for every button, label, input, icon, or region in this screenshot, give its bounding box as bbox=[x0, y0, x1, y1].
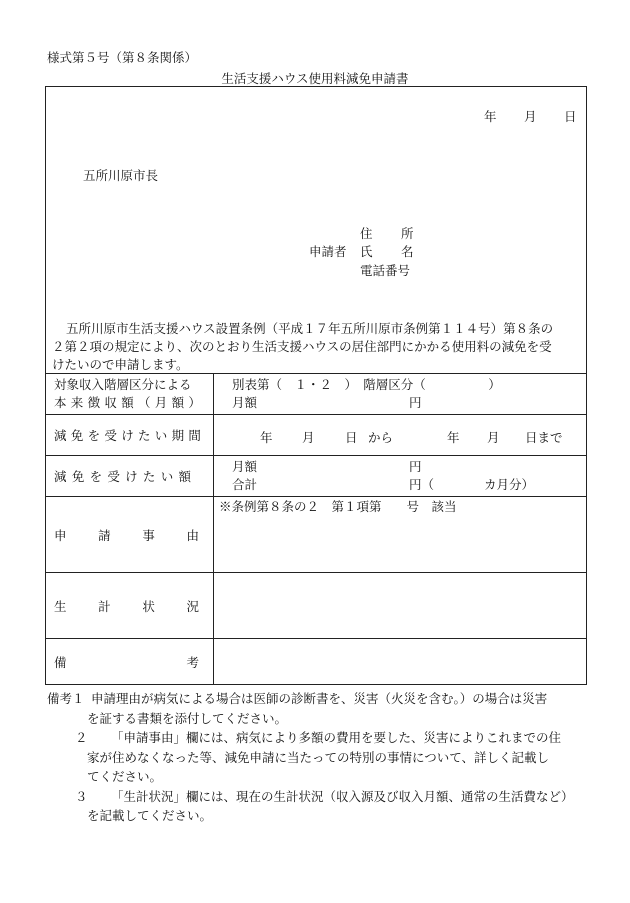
period-from-label: から bbox=[368, 430, 394, 445]
address-label-1: 住 bbox=[360, 226, 373, 241]
body-line-3: けたいので申請します。 bbox=[52, 357, 189, 372]
label-char: 額 bbox=[121, 395, 134, 410]
base-fee-label-cell bbox=[46, 374, 214, 415]
label-char: 由 bbox=[186, 527, 199, 543]
table-row bbox=[46, 415, 587, 456]
exemption-period-label-cell bbox=[46, 415, 214, 456]
note-2 bbox=[47, 728, 592, 748]
label-char: 月 bbox=[154, 395, 168, 410]
label-char: 間 bbox=[188, 428, 201, 443]
name-label-1: 氏 bbox=[360, 244, 373, 259]
label-char: ） bbox=[188, 395, 201, 410]
label-char: い bbox=[160, 469, 174, 484]
note-2-number: ２ bbox=[75, 730, 88, 745]
label-char: 額 bbox=[171, 395, 185, 410]
application-table bbox=[45, 373, 587, 685]
note-1-line-1: 申請理由が病気による場合は医師の診断書を、災害（火災を含む。）の場合は災害 bbox=[91, 691, 548, 706]
monthly-base-unit: 円 bbox=[409, 395, 422, 410]
bracket-classification: 別表第（ １・２ ） 階層区分（ ） bbox=[232, 377, 501, 392]
addressee: 五所川原市長 bbox=[83, 168, 159, 183]
monthly-base-label: 月額 bbox=[232, 395, 258, 410]
label-char: 減 bbox=[54, 428, 67, 443]
ordinance-clause-note: ※条例第８条の２ 第１項第 号 該当 bbox=[219, 499, 457, 514]
period-from-day: 日 bbox=[345, 430, 358, 445]
label-char: 本 bbox=[54, 395, 67, 410]
address-label-2: 所 bbox=[401, 226, 414, 241]
period-from-year: 年 bbox=[260, 430, 273, 445]
note-2-line-2: 家が住めなくなった等、減免申請に当たっての特別の事情について、詳しく記載し bbox=[87, 749, 550, 765]
name-label-2: 名 bbox=[401, 244, 414, 259]
base-fee-value-cell[interactable] bbox=[214, 374, 587, 415]
exempt-monthly-label: 月額 bbox=[232, 459, 258, 474]
application-letter-box bbox=[45, 86, 587, 373]
label-char: 来 bbox=[70, 395, 84, 410]
note-3-line-2: を記載してください。 bbox=[87, 808, 213, 823]
label-char: 徴 bbox=[87, 395, 101, 410]
period-to-month: 月 bbox=[487, 430, 500, 445]
label-char: 考 bbox=[186, 654, 199, 670]
label-char: を bbox=[89, 469, 103, 484]
note-3 bbox=[47, 787, 592, 807]
exemption-amount-value-cell[interactable] bbox=[214, 456, 587, 497]
label-char: 請 bbox=[98, 527, 111, 543]
label-char: た bbox=[142, 469, 156, 484]
label-char: 収 bbox=[104, 395, 117, 410]
date-year-label: 年 bbox=[484, 109, 497, 124]
label-char: 免 bbox=[71, 469, 85, 484]
applicant-label: 申請者 bbox=[309, 244, 347, 259]
note-1-number: 備考１ bbox=[47, 691, 85, 706]
note-3-line-1: 「生計状況」欄には、現在の生計状況（収入源及び収入月額、通常の生活費など） bbox=[111, 788, 574, 804]
form-title: 生活支援ハウス使用料減免申請書 bbox=[221, 71, 409, 86]
base-fee-label-line1: 対象収入階層区分による bbox=[54, 377, 192, 392]
remarks-label-cell bbox=[46, 639, 214, 685]
exemption-period-value-cell[interactable] bbox=[214, 415, 587, 456]
note-1-line-2: を証する書類を添付してください。 bbox=[87, 710, 288, 726]
label-char: い bbox=[154, 428, 168, 443]
date-month-label: 月 bbox=[524, 109, 537, 124]
exempt-monthly-unit: 円 bbox=[409, 459, 422, 474]
livelihood-label-cell bbox=[46, 573, 214, 639]
table-row bbox=[46, 497, 587, 573]
label-char: け bbox=[125, 469, 138, 484]
phone-label: 電話番号 bbox=[360, 263, 411, 278]
body-line-1: 五所川原市生活支援ハウス設置条例（平成１７年五所川原市条例第１１４号）第８条の bbox=[66, 321, 554, 336]
label-char: （ bbox=[137, 395, 151, 410]
reason-value-cell[interactable] bbox=[214, 497, 587, 573]
base-fee-label-line2 bbox=[46, 394, 213, 412]
label-char: け bbox=[121, 428, 134, 443]
note-2-line-1: 「申請事由」欄には、病気により多額の費用を要した、災害によりこれまでの住 bbox=[111, 730, 562, 745]
label-char: 受 bbox=[104, 428, 117, 443]
body-line-2: ２第２項の規定により、次のとおり生活支援ハウスの居住部門にかかる使用料の減免を受 bbox=[52, 339, 552, 354]
label-char: 額 bbox=[178, 469, 191, 484]
label-char: 申 bbox=[54, 527, 67, 543]
exempt-total-unit: 円（ カ月分） bbox=[409, 477, 535, 492]
table-row bbox=[46, 456, 587, 497]
label-char: 事 bbox=[142, 527, 155, 543]
note-1 bbox=[47, 689, 592, 709]
label-char: 生 bbox=[54, 598, 67, 614]
reason-label-cell bbox=[46, 497, 214, 573]
label-char: 状 bbox=[142, 598, 155, 614]
remarks-value-cell[interactable] bbox=[214, 639, 587, 685]
label-char: 免 bbox=[70, 428, 84, 443]
livelihood-value-cell[interactable] bbox=[214, 573, 587, 639]
exemption-amount-label-cell bbox=[46, 456, 214, 497]
label-char: 期 bbox=[171, 428, 185, 443]
label-char: 減 bbox=[54, 469, 67, 484]
table-row bbox=[46, 573, 587, 639]
exempt-total-label: 合計 bbox=[232, 477, 258, 492]
label-char: 受 bbox=[107, 469, 120, 484]
date-day-label: 日 bbox=[564, 109, 577, 124]
table-row bbox=[46, 639, 587, 685]
note-3-number: ３ bbox=[75, 788, 88, 804]
note-2-line-3: てください。 bbox=[87, 769, 163, 784]
label-char: 備 bbox=[54, 654, 67, 670]
label-char: を bbox=[87, 428, 101, 443]
period-to-day: 日まで bbox=[525, 430, 563, 445]
period-from-month: 月 bbox=[302, 430, 315, 445]
remarks-notes bbox=[47, 689, 592, 826]
label-char: 計 bbox=[98, 598, 111, 614]
period-to-year: 年 bbox=[447, 430, 460, 445]
label-char: 況 bbox=[186, 598, 199, 614]
table-row bbox=[46, 374, 587, 415]
label-char: た bbox=[137, 428, 151, 443]
form-number: 様式第５号（第８条関係） bbox=[47, 50, 198, 65]
